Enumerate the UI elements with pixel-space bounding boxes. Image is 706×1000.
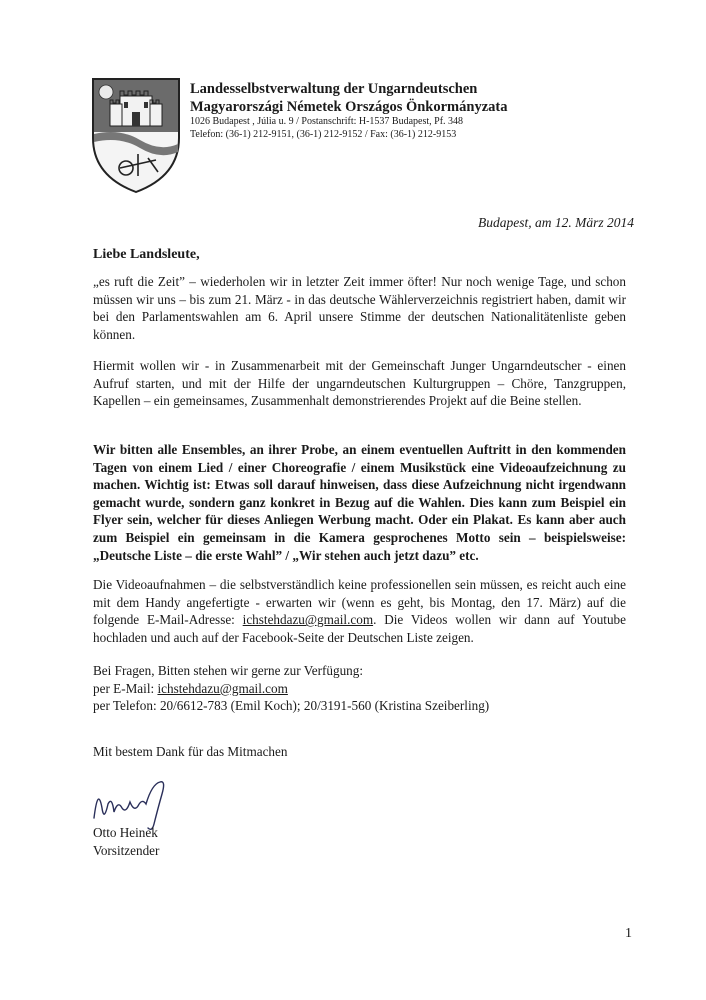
submission-text-before: Die Videoaufnahmen – die selbstverständlich keine professionellen sein müssen, es reicht auch eine mit dem Handy angefertigte - erwarten wir (wenn es geht, bis Montag, den 17. März) auf die folgende E-Mail-Adresse: [93,577,626,628]
contact-email-link[interactable]: ichstehdazu@gmail.com [157,680,288,696]
organization-info [190,80,610,141]
contact-email-line [93,680,489,698]
page-number: 1 [625,926,632,941]
closing-line: Mit bestem Dank für das Mitmachen [93,744,288,759]
contact-email-label: per E-Mail: [93,680,158,696]
org-address: 1026 Budapest , Júlia u. 9 / Postanschrift: H-1537 Budapest, Pf. 348 [190,116,464,127]
org-name-german: Landesselbstverwaltung der Ungarndeutschen [190,81,478,97]
org-phones: Telefon: (36-1) 212-9151, (36-1) 212-9152 / Fax: (36-1) 212-9153 [190,128,457,140]
submission-email-link[interactable]: ichstehdazu@gmail.com [242,612,374,628]
greeting: Liebe Landsleute, [93,247,200,262]
submission-text-after: . Die Videos wollen wir dann auf Youtube hochladen und auch auf der Facebook-Seite der Deutschen Liste zeigen. [93,612,626,645]
signer-block [93,824,159,859]
paragraph-intro: „es ruft die Zeit” – wiederholen wir in letzter Zeit immer öfter! Nur noch wenige Tage, und schon müssen wir uns – bis zum 21. März - in das deutsche Wählerverzeichnis registriert haben, damit wir bei den Parlamentswahlen am 6. April unsere Stimme der deutschen Nationalitätenliste geben können. [93,274,626,342]
coat-of-arms-logo [90,76,182,194]
signer-title: Vorsitzender [93,842,160,858]
paragraph-project: Hiermit wollen wir - in Zusammenarbeit mit der Gemeinschaft Junger Ungarndeutscher - einen Aufruf starten, und mit der Hilfe der ungarndeutschen Kulturgruppen – Chöre, Tanzgruppen, Kapellen – ein gemeinsames, Zusammenhalt demonstrierendes Projekt auf die Beine stellen. [93,358,626,409]
paragraph-submission [93,576,626,646]
contact-intro: Bei Fragen, Bitten stehen wir gerne zur Verfügung: [93,663,364,678]
signer-name: Otto Heinek [93,825,158,840]
org-name-hungarian: Magyarországi Németek Országos Önkormányzata [190,99,508,115]
paragraph-request: Wir bitten alle Ensembles, an ihrer Probe, an einem eventuellen Auftritt in den kommenden Tagen von einem Lied / einer Choreografie / einem Musikstück eine Videoaufzeichnung zu machen. Wichtig ist: Etwas soll darauf hinweisen, dass diese Aufzeichnung nicht irgendwann gemacht wurde, sondern ganz konkret in Bezug auf die Wahlen. Dies kann zum Beispiel ein Flyer sein, welcher für dieses Anliegen Werbung macht. Oder ein Plakat. Es kann aber auch zum Beispiel ein gemeinsam in die Kamera gesprochenes Motto sein – beispielsweise: „Deutsche Liste – die erste Wahl” / „Wir stehen auch jetzt dazu” etc. [93,442,626,563]
contact-block [93,662,489,715]
letterhead [90,76,690,196]
date-line: Budapest, am 12. März 2014 [478,215,634,230]
contact-phone-line: per Telefon: 20/6612-783 (Emil Koch); 20/3191-560 (Kristina Szeiberling) [93,698,490,714]
